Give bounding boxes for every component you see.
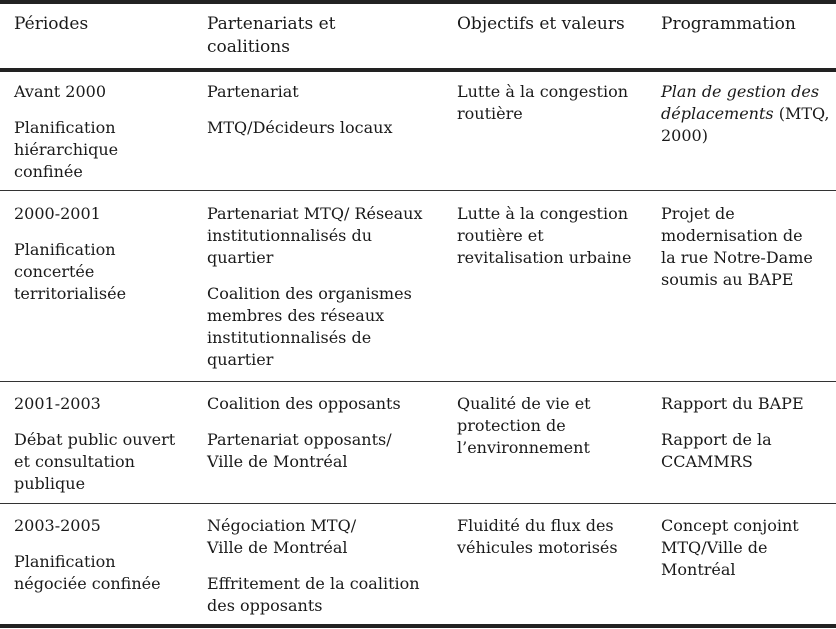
header-periodes: Périodes — [14, 14, 89, 34]
row-2-objectives-cell: Lutte à la congestion routière et revitalisation urbaine — [457, 204, 632, 267]
row-divider — [0, 190, 836, 191]
partner-item: Coalition des organismes membres des réseaux institutionnalisés de quartier — [207, 284, 412, 369]
row-4-objectives-cell: Fluidité du flux des véhicules motorisés — [457, 516, 618, 557]
row-2-programming-cell — [661, 203, 821, 291]
row-1-objectives-cell: Lutte à la congestion routière — [457, 82, 629, 123]
row-2-period-cell — [14, 203, 194, 305]
bottom-rule — [0, 624, 836, 628]
partner-item: MTQ/Décideurs locaux — [207, 118, 393, 137]
period-mode: Planification négociée confinée — [14, 552, 161, 593]
partner-item: Négociation MTQ/ Ville de Montréal — [207, 516, 357, 557]
header-objectifs: Objectifs et valeurs — [457, 14, 625, 34]
partner-item: Coalition des opposants — [207, 394, 401, 413]
partner-item: Partenariat opposants/ Ville de Montréal — [207, 430, 392, 471]
row-4-period-cell — [14, 515, 194, 595]
partner-item: Partenariat — [207, 82, 299, 101]
row-1-period-cell — [14, 81, 194, 183]
row-2-partners-cell — [207, 203, 429, 371]
row-1-partners-cell — [207, 81, 447, 139]
row-4-partners-cell — [207, 515, 432, 617]
period-mode: Planification hiérarchique confinée — [14, 118, 119, 181]
row-divider — [0, 503, 836, 504]
programming-item: Rapport de la CCAMMRS — [661, 430, 772, 471]
row-3-period-cell — [14, 393, 194, 495]
programming-item: Concept conjoint MTQ/Ville de Montréal — [661, 516, 799, 579]
header-partenariats: Partenariats et coalitions — [207, 14, 336, 57]
programming-item: Rapport du BAPE — [661, 394, 804, 413]
programming-italic: Plan de gestion des déplacements — [661, 82, 820, 123]
partner-item: Effritement de la coalition des opposants — [207, 574, 420, 615]
row-1-programming-cell — [661, 81, 831, 147]
row-3-partners-cell — [207, 393, 412, 473]
period-mode: Débat public ouvert et consultation publique — [14, 430, 176, 493]
programming-item: Projet de modernisation de la rue Notre-Dame soumis au BAPE — [661, 204, 813, 289]
row-4-programming-cell — [661, 515, 821, 581]
row-divider — [0, 381, 836, 382]
programming-rest: (MTQ, 2000) — [661, 104, 830, 145]
row-3-objectives-cell: Qualité de vie et protection de l’environnement — [457, 394, 591, 457]
header-rule — [0, 68, 836, 72]
partner-item: Partenariat MTQ/ Réseaux institutionnalisés du quartier — [207, 204, 423, 267]
header-programmation: Programmation — [661, 14, 796, 34]
period-label: 2003-2005 — [14, 516, 101, 535]
top-rule — [0, 0, 836, 4]
period-label: 2000-2001 — [14, 204, 101, 223]
row-3-programming-cell — [661, 393, 831, 473]
period-mode: Planification concertée territorialisée — [14, 240, 127, 303]
period-label: 2001-2003 — [14, 394, 101, 413]
period-label: Avant 2000 — [14, 82, 107, 101]
